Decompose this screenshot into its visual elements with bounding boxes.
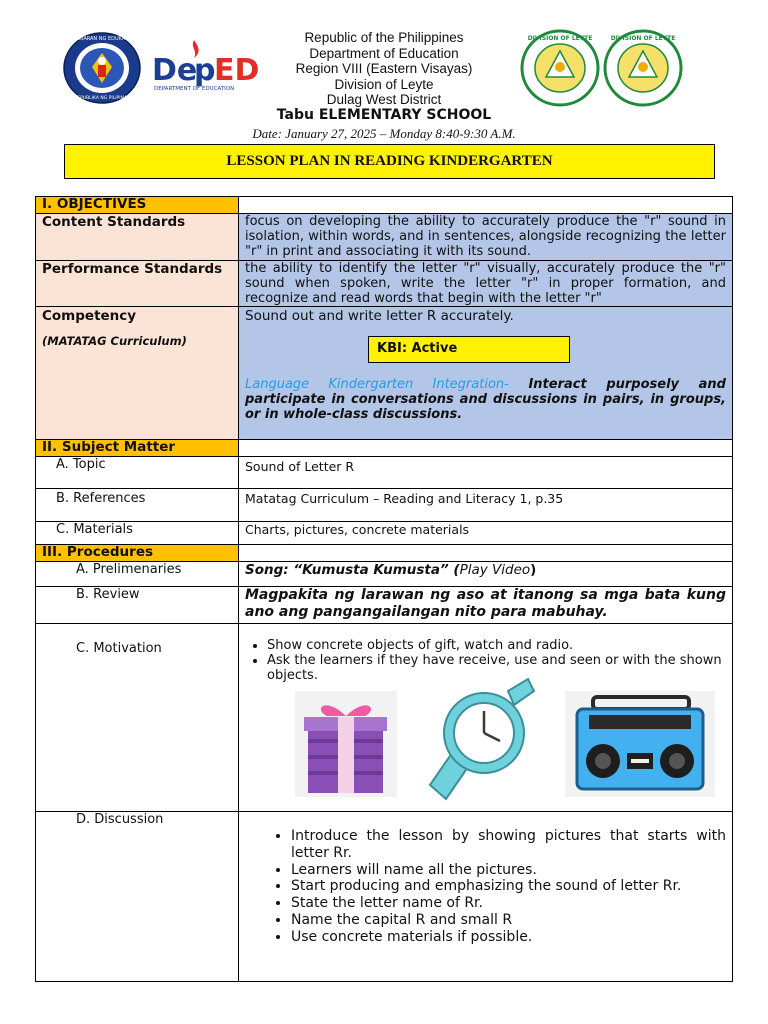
letterhead-line: Division of Leyte [334,76,434,92]
discussion-label: D. Discussion [36,812,239,982]
list-item: • State the letter name of Rr. [291,895,726,912]
table-row [36,489,733,522]
topic-value: Sound of Letter R [239,457,733,489]
table-row [36,214,733,261]
gift-icon [295,691,397,797]
play-video-text: Play Video [459,562,531,578]
letterhead-line: Region VIII (Eastern Visayas) [295,61,473,77]
table-row [36,624,733,812]
letterhead-line: Dulag West District [326,92,442,108]
competency-content [239,307,733,440]
materials-value: Charts, pictures, concrete materials [239,522,733,545]
letterhead-line: Republic of the Philippines [304,30,464,45]
content-standards-label: Content Standards [36,214,239,261]
review-label: B. Review [36,587,239,624]
section-subject-matter: II. Subject Matter [36,440,239,457]
list-item: • Use concrete materials if possible. [291,929,726,946]
curriculum-label: (MATATAG Curriculum) [42,334,187,348]
table-row [36,812,733,982]
table-row [36,457,733,489]
watch-icon [422,677,536,803]
svg-text:KAGAWARAN NG EDUKASYON: KAGAWARAN NG EDUKASYON [65,36,139,42]
svg-text:De: De [152,53,198,88]
section-objectives: I. OBJECTIVES [36,197,239,214]
performance-standards-text: the ability to identify the letter "r" visually, accurately produce the "r" sound when spoken, write the letter "r" in proper formation, and recognize and read words that begin with the letter "r" [239,261,733,307]
svg-text:p: p [194,53,216,88]
table-row [36,587,733,624]
division-seal-icon [603,29,683,107]
integration-label: Language Kindergarten Integration- [245,377,509,392]
table-row [36,562,733,587]
table-row [36,197,733,214]
topic-label: A. Topic [36,457,239,489]
table-row [36,261,733,307]
list-item: • Start producing and emphasizing the sound of letter Rr. [291,878,726,895]
svg-text:DIVISION OF LEYTE: DIVISION OF LEYTE [527,35,593,42]
motivation-label: C. Motivation [36,624,239,812]
lesson-plan-table [35,196,733,982]
language-integration [245,377,726,422]
song-close: ) [530,562,537,578]
materials-label: C. Materials [36,522,239,545]
svg-text:REPUBLIKA NG PILIPINAS: REPUBLIKA NG PILIPINAS [74,96,130,101]
motivation-content [239,624,733,812]
competency-cell [36,307,239,440]
content-standards-text: focus on developing the ability to accurately produce the "r" sound in isolation, within words, and in sentences, alongside recognizing the letter "r" in print and associating it with its sound. [239,214,733,261]
svg-text:ED: ED [214,53,260,88]
lesson-date: Date: January 27, 2025 – Monday 8:40-9:30 A.M. [252,126,516,141]
discussion-content [239,812,733,982]
letterhead [230,30,538,124]
references-value: Matatag Curriculum – Reading and Literacy 1, p.35 [239,489,733,522]
table-row [36,440,733,457]
song-title: Song: “Kumusta Kumusta” ( [245,562,460,578]
section-procedures: III. Procedures [36,545,239,562]
competency-text: Sound out and write letter R accurately. [245,308,514,324]
discussion-list [245,828,726,946]
list-item: • Ask the learners if they have receive, use and seen or with the shown objects. [267,653,726,683]
list-item: • Name the capital R and small R [291,912,726,929]
table-row [36,522,733,545]
radio-icon [565,691,715,797]
list-item: • Show concrete objects of gift, watch and radio. [267,638,726,653]
integration-text: Interact purposely and participate in conversations and discussions in pairs, in groups, or in whole-class discussions. [245,377,726,422]
preliminaries-label: A. Prelimenaries [36,562,239,587]
table-row [36,545,733,562]
references-label: B. References [36,489,239,522]
motivation-images [245,687,726,807]
review-text: Magpakita ng larawan ng aso at itanong sa mga bata kung ano ang pangangailangan nito para mabuhay. [239,587,733,624]
preliminaries-content [239,562,733,587]
school-name: Tabu ELEMENTARY SCHOOL [276,106,492,123]
kbi-box: KBI: Active [368,336,570,363]
list-item: • Introduce the lesson by showing pictures that starts with letter Rr. [291,828,726,862]
table-row [36,307,733,440]
performance-standards-label: Performance Standards [36,261,239,307]
svg-text:DIVISION OF LEYTE: DIVISION OF LEYTE [610,35,676,42]
list-item: • Learners will name all the pictures. [291,862,726,879]
competency-label: Competency [42,308,137,324]
page-title: LESSON PLAN IN READING KINDERGARTEN [64,144,715,179]
letterhead-line: Department of Education [309,45,459,61]
svg-text:DEPARTMENT OF EDUCATION: DEPARTMENT OF EDUCATION [154,86,235,92]
deped-seal-icon [62,31,142,105]
